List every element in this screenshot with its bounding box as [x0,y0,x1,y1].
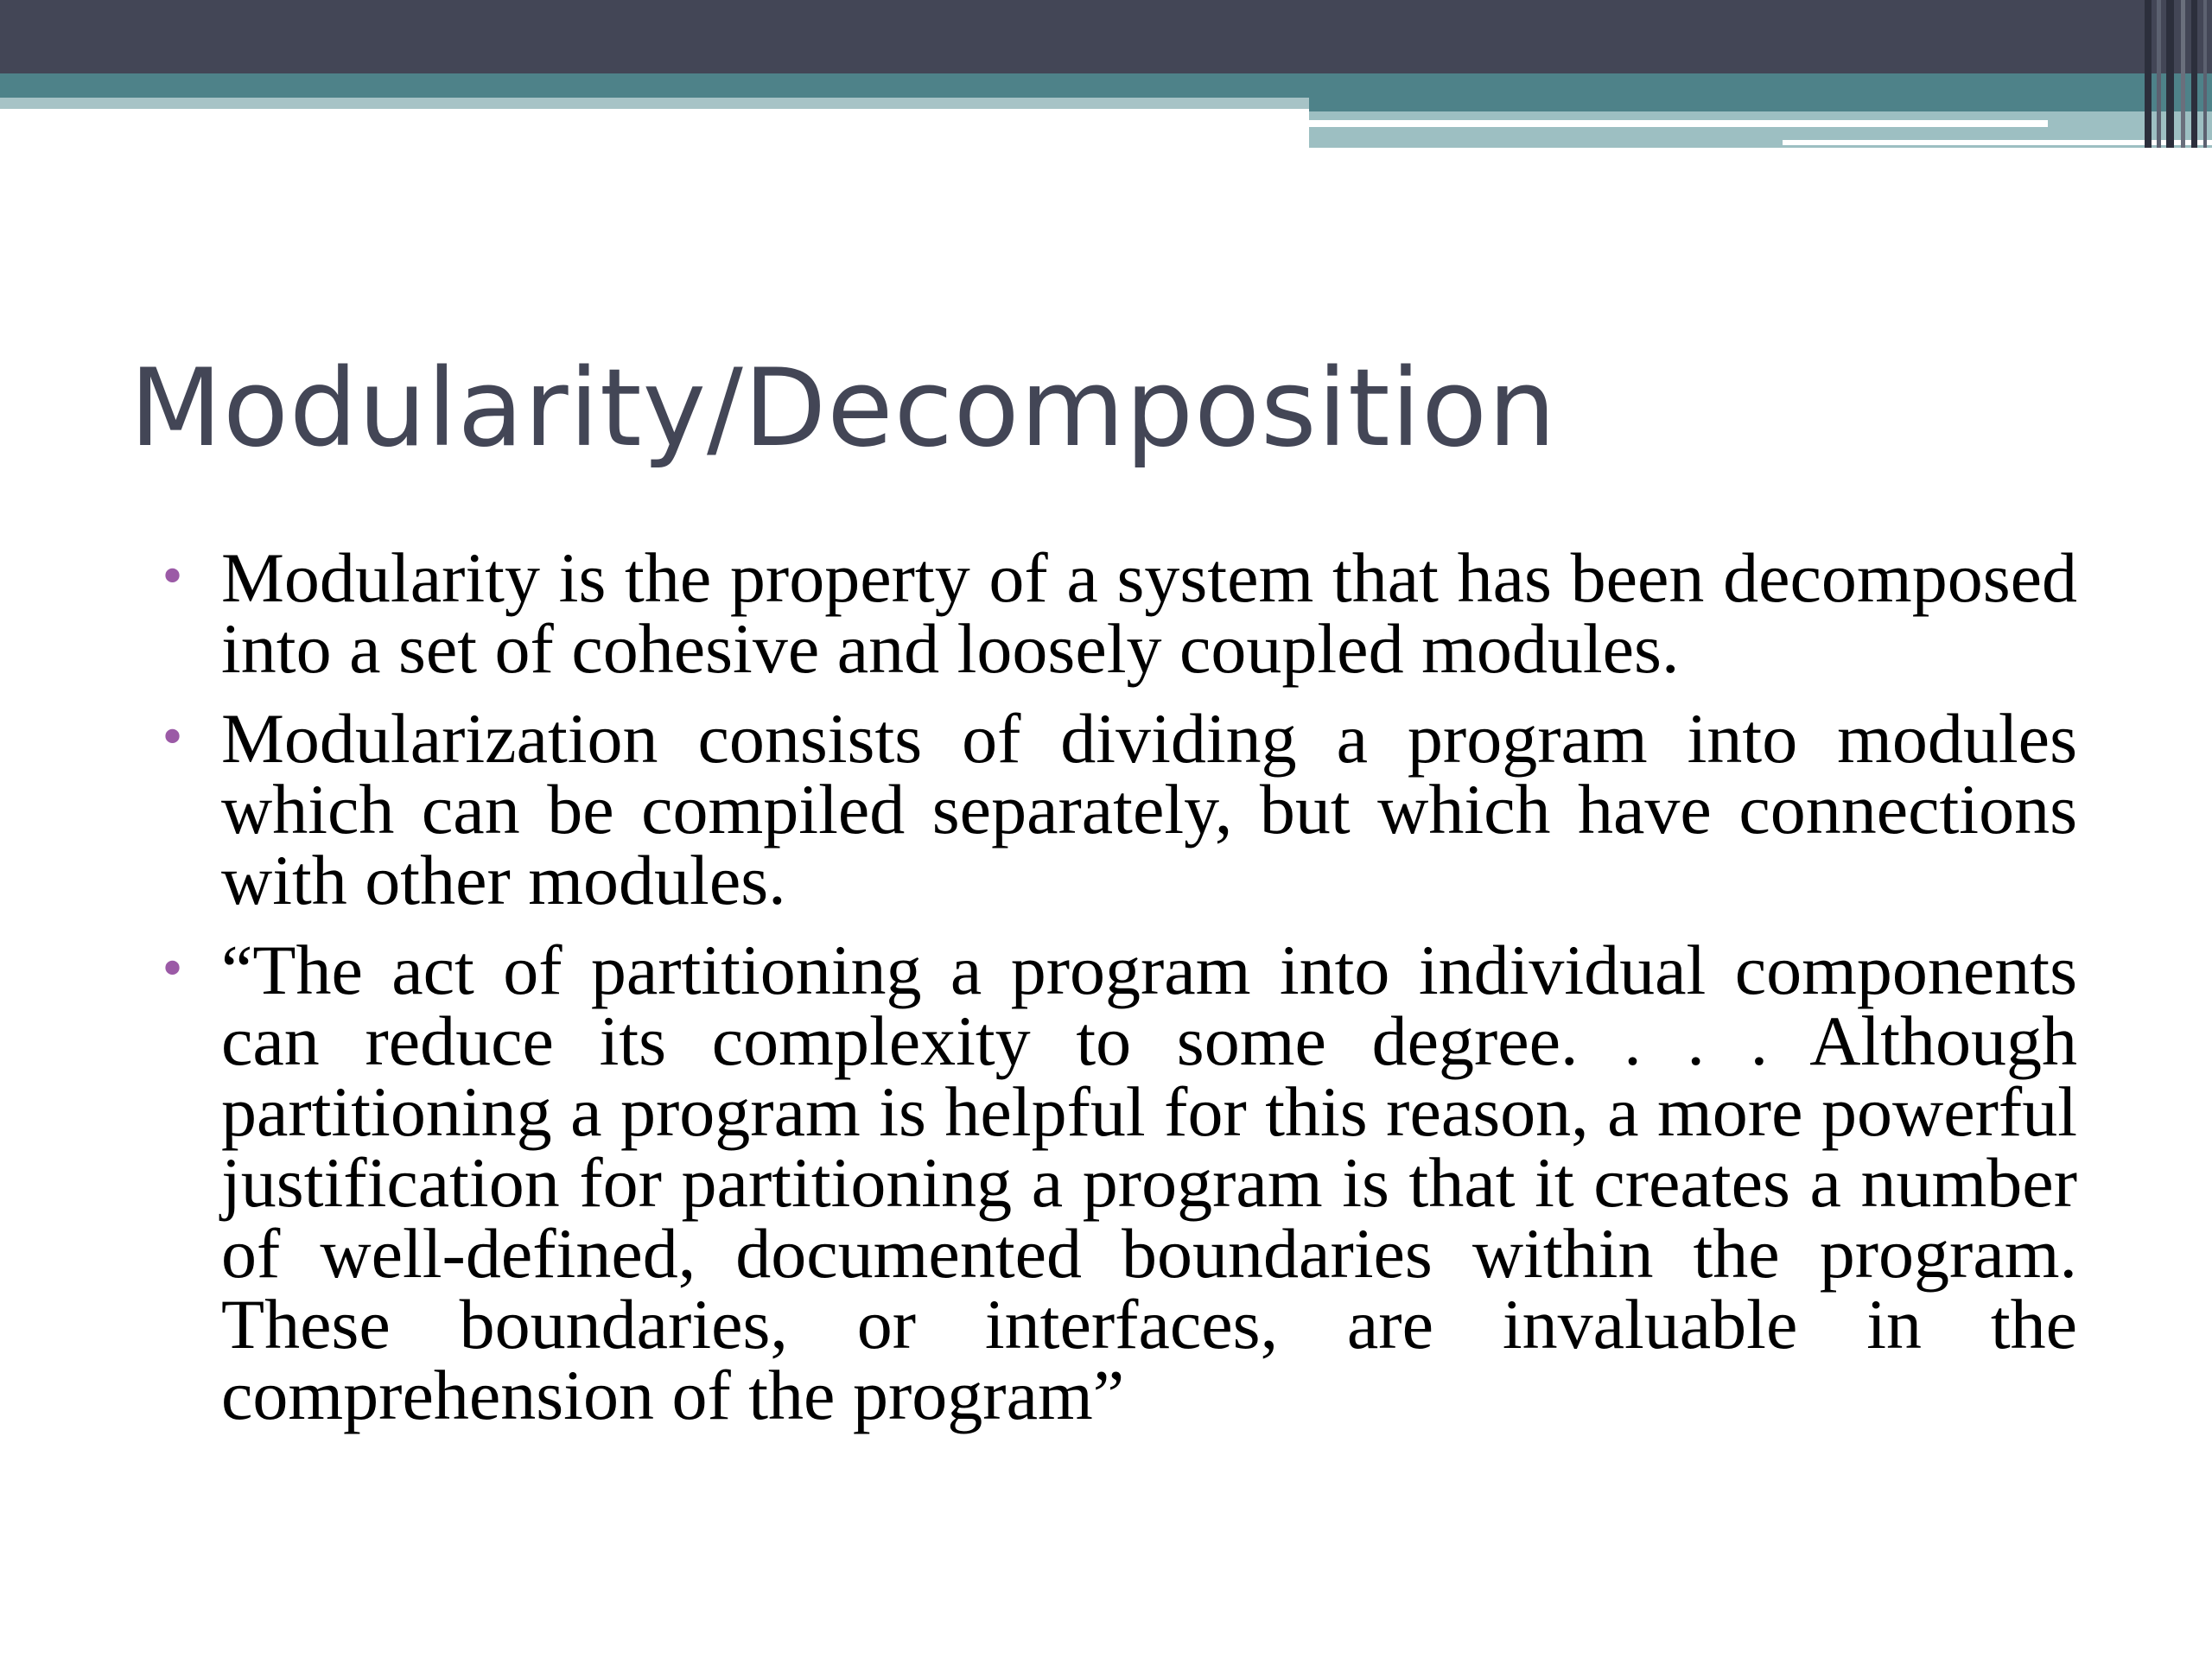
bullet-text: Modularity is the property of a system that has been decomposed into a set of cohesive and loosely coupled modules. [221,538,2077,688]
header-vertical-stripe [2203,0,2207,148]
header-teal-bar-right [1309,98,2212,111]
header-vertical-stripe [2181,0,2185,148]
bullet-text: Modularization consists of dividing a program into modules which can be compiled separately, but which have connections with other modules. [221,699,2077,919]
slide-title: Modularity/Decomposition [130,346,1557,471]
bullet-item [158,699,2077,919]
bullet-text: “The act of partitioning a program into individual components can reduce its complexity to some degree. . . . Although partitioning a program is helpful for this reason, a more powerful justification for partitioning a program is that it creates a number of well-defined, documented boundaries within the program. These boundaries, or interfaces, are invaluable in the comprehension of the program” [221,931,2077,1434]
bullet-dot-icon: • [158,710,188,766]
header-teal-bar [0,73,2212,98]
header-accent-line [1309,120,2048,127]
header-vertical-stripe [2191,0,2197,148]
header-light-bar-left [0,98,1309,109]
bullet-item [158,538,2077,688]
header-vertical-stripe [2157,0,2161,148]
bullet-dot-icon: • [158,550,188,606]
header-vertical-stripe [2166,0,2174,148]
bullet-item [158,931,2077,1434]
bullet-list [158,538,2077,1450]
header-vertical-stripe [2145,0,2152,148]
bullet-dot-icon: • [158,942,188,998]
header-dark-bar [0,0,2212,73]
